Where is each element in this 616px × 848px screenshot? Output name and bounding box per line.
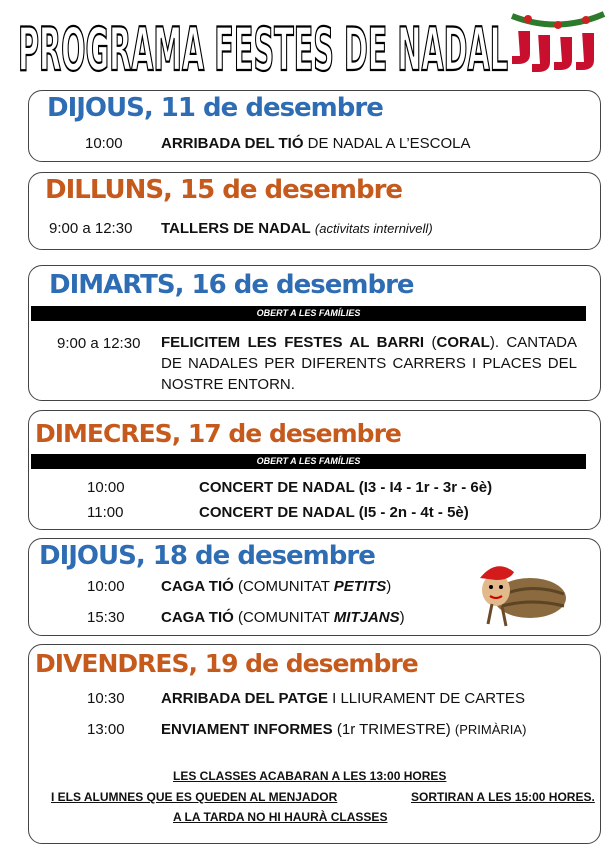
event-description: FELICITEM LES FESTES AL BARRI (CORAL). CANTADA DE NADALES PER DIFERENTS CARRERS I PLACES DEL NOSTRE ENTORN. <box>161 334 577 393</box>
event-group: CORAL <box>436 334 490 351</box>
event-time: 9:00 a 12:30 <box>49 220 133 237</box>
event-detail: ). CANTADA DE NADALES PER DIFERENTS CARRERS I PLACES DEL NOSTRE ENTORN. <box>161 334 577 393</box>
page-title <box>14 4 514 82</box>
event-description: ENVIAMENT INFORMES (1r TRIMESTRE) (PRIMÀRIA) <box>161 721 527 738</box>
event-detail: DE NADAL A L’ESCOLA <box>303 135 471 152</box>
day-heading: DILLUNS, 15 de desembre <box>45 175 403 205</box>
event-description <box>161 220 433 237</box>
event-title: FELICITEM LES FESTES AL BARRI <box>161 334 425 351</box>
event-time: 11:00 <box>87 504 124 521</box>
day-heading: DIJOUS, 11 de desembre <box>47 93 383 123</box>
families-banner: OBERT A LES FAMÍLIES <box>31 454 586 469</box>
day-heading: DIVENDRES, 19 de desembre <box>35 649 418 678</box>
families-banner: OBERT A LES FAMÍLIES <box>31 306 586 321</box>
event-note: (activitats internivell) <box>314 221 433 236</box>
day-card-19 <box>28 644 601 844</box>
event-description: CAGA TIÓ (COMUNITAT PETITS) <box>161 578 392 595</box>
closing-note: LES CLASSES ACABARAN A LES 13:00 HORES <box>173 769 447 783</box>
event-time: 10:00 <box>85 135 123 152</box>
page-title-text: PROGRAMA FESTES DE NADAL <box>18 15 508 82</box>
event-description: ARRIBADA DEL PATGE I LLIURAMENT DE CARTES <box>161 690 525 707</box>
event-description <box>161 135 471 152</box>
tio-log-icon <box>470 556 570 630</box>
day-card-16 <box>28 265 601 401</box>
day-heading: DIMARTS, 16 de desembre <box>49 270 414 300</box>
closing-note: I ELS ALUMNES QUE ES QUEDEN AL MENJADOR <box>51 790 338 804</box>
event-time: 10:00 <box>87 479 125 496</box>
closing-note: SORTIRAN A LES 15:00 HORES. <box>411 790 595 804</box>
event-time: 13:00 <box>87 721 125 738</box>
event-time: 10:30 <box>87 690 125 707</box>
event-description: CONCERT DE NADAL (I3 - I4 - 1r - 3r - 6è) <box>199 479 493 496</box>
event-description: CONCERT DE NADAL (I5 - 2n - 4t - 5è) <box>199 504 469 521</box>
day-heading: DIMECRES, 17 de desembre <box>35 419 401 448</box>
event-title: ARRIBADA DEL TIÓ <box>161 135 304 152</box>
event-time: 15:30 <box>87 609 125 626</box>
day-heading: DIJOUS, 18 de desembre <box>39 541 375 571</box>
day-card-11 <box>28 90 601 162</box>
event-time: 9:00 a 12:30 <box>57 335 141 352</box>
event-description: CAGA TIÓ (COMUNITAT MITJANS) <box>161 609 405 626</box>
christmas-stockings-icon <box>508 4 608 84</box>
closing-note: A LA TARDA NO HI HAURÀ CLASSES <box>173 810 388 824</box>
event-time: 10:00 <box>87 578 125 595</box>
day-card-17 <box>28 410 601 530</box>
day-card-15 <box>28 172 601 250</box>
event-title: TALLERS DE NADAL <box>161 220 311 237</box>
